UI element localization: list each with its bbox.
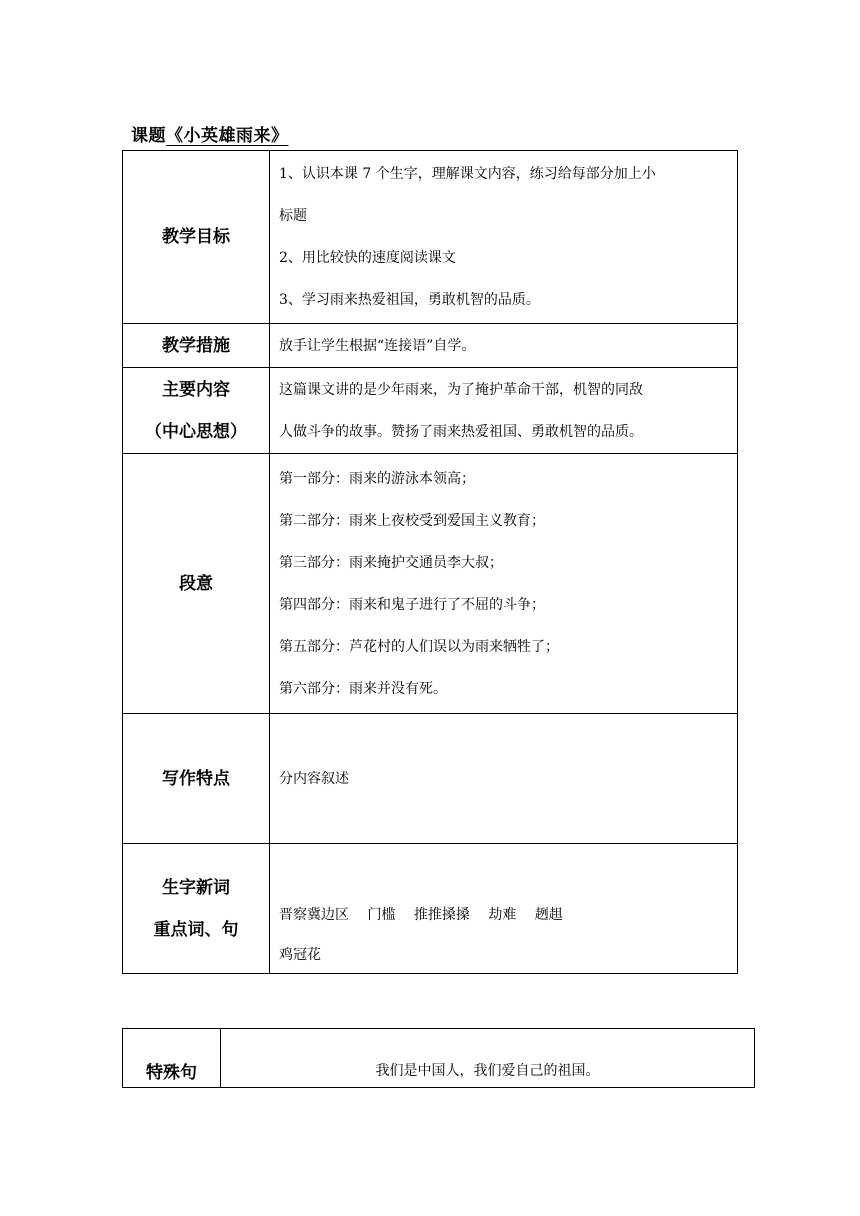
label-line: 主要内容 bbox=[162, 379, 230, 400]
row-content-vocab bbox=[270, 844, 738, 974]
table-row bbox=[123, 454, 738, 714]
table-row bbox=[123, 714, 738, 844]
table-row bbox=[123, 324, 738, 368]
title-prefix: 课题 bbox=[131, 126, 166, 146]
content-line: 1、认识本课 7 个生字，理解课文内容，练习给每部分加上小 bbox=[279, 166, 656, 182]
lesson-name: 《小英雄雨来》 bbox=[166, 126, 289, 146]
content-line: 分内容叙述 bbox=[279, 770, 349, 787]
special-sentence-table bbox=[122, 1028, 755, 1088]
content-line: 3、学习雨来热爱祖国，勇敢机智的品质。 bbox=[279, 292, 540, 308]
content-line: 第六部分：雨来并没有死。 bbox=[279, 680, 447, 697]
table-row bbox=[123, 151, 738, 324]
row-label-vocab bbox=[123, 844, 270, 974]
row-content-special: 我们是中国人，我们爱自己的祖国。 bbox=[221, 1029, 755, 1088]
row-label-special: 特殊句 bbox=[123, 1029, 221, 1088]
content-line: 人做斗争的故事。赞扬了雨来热爱祖国、勇敢机智的品质。 bbox=[279, 423, 643, 440]
lesson-plan-table bbox=[122, 150, 738, 974]
table-row bbox=[123, 1029, 755, 1088]
content-line: 第二部分：雨来上夜校受到爱国主义教育； bbox=[279, 512, 545, 529]
row-content-main-content bbox=[270, 368, 738, 454]
content-line: 第一部分：雨来的游泳本领高； bbox=[279, 470, 475, 487]
content-line: 放手让学生根据“连接语”自学。 bbox=[279, 337, 476, 354]
content-line: 标题 bbox=[279, 208, 307, 224]
row-label-paragraphs: 段意 bbox=[123, 454, 270, 714]
label-line: 重点词、句 bbox=[153, 919, 239, 940]
content-line: 第三部分：雨来掩护交通员李大叔； bbox=[279, 554, 503, 571]
row-content-paragraphs bbox=[270, 454, 738, 714]
content-line: 第四部分：雨来和鬼子进行了不屈的斗争； bbox=[279, 596, 545, 613]
row-label-goals: 教学目标 bbox=[123, 151, 270, 324]
table-row bbox=[123, 368, 738, 454]
content-line: 第五部分：芦花村的人们误以为雨来牺牲了； bbox=[279, 638, 559, 655]
label-line: （中心思想） bbox=[145, 421, 247, 442]
content-line: 晋察冀边区 门槛 推推搡搡 劫难 趔趄 bbox=[279, 907, 563, 923]
row-label-writing: 写作特点 bbox=[123, 714, 270, 844]
row-label-measures: 教学措施 bbox=[123, 324, 270, 368]
content-line: 2、用比较快的速度阅读课文 bbox=[279, 250, 456, 266]
content-line: 鸡冠花 bbox=[279, 947, 321, 963]
row-content-goals bbox=[270, 151, 738, 324]
page-title bbox=[131, 121, 289, 146]
table-row bbox=[123, 844, 738, 974]
row-content-measures bbox=[270, 324, 738, 368]
row-label-main-content bbox=[123, 368, 270, 454]
content-line: 这篇课文讲的是少年雨来，为了掩护革命干部，机智的同敌 bbox=[279, 381, 643, 398]
row-content-writing bbox=[270, 714, 738, 844]
label-line: 生字新词 bbox=[162, 877, 230, 898]
